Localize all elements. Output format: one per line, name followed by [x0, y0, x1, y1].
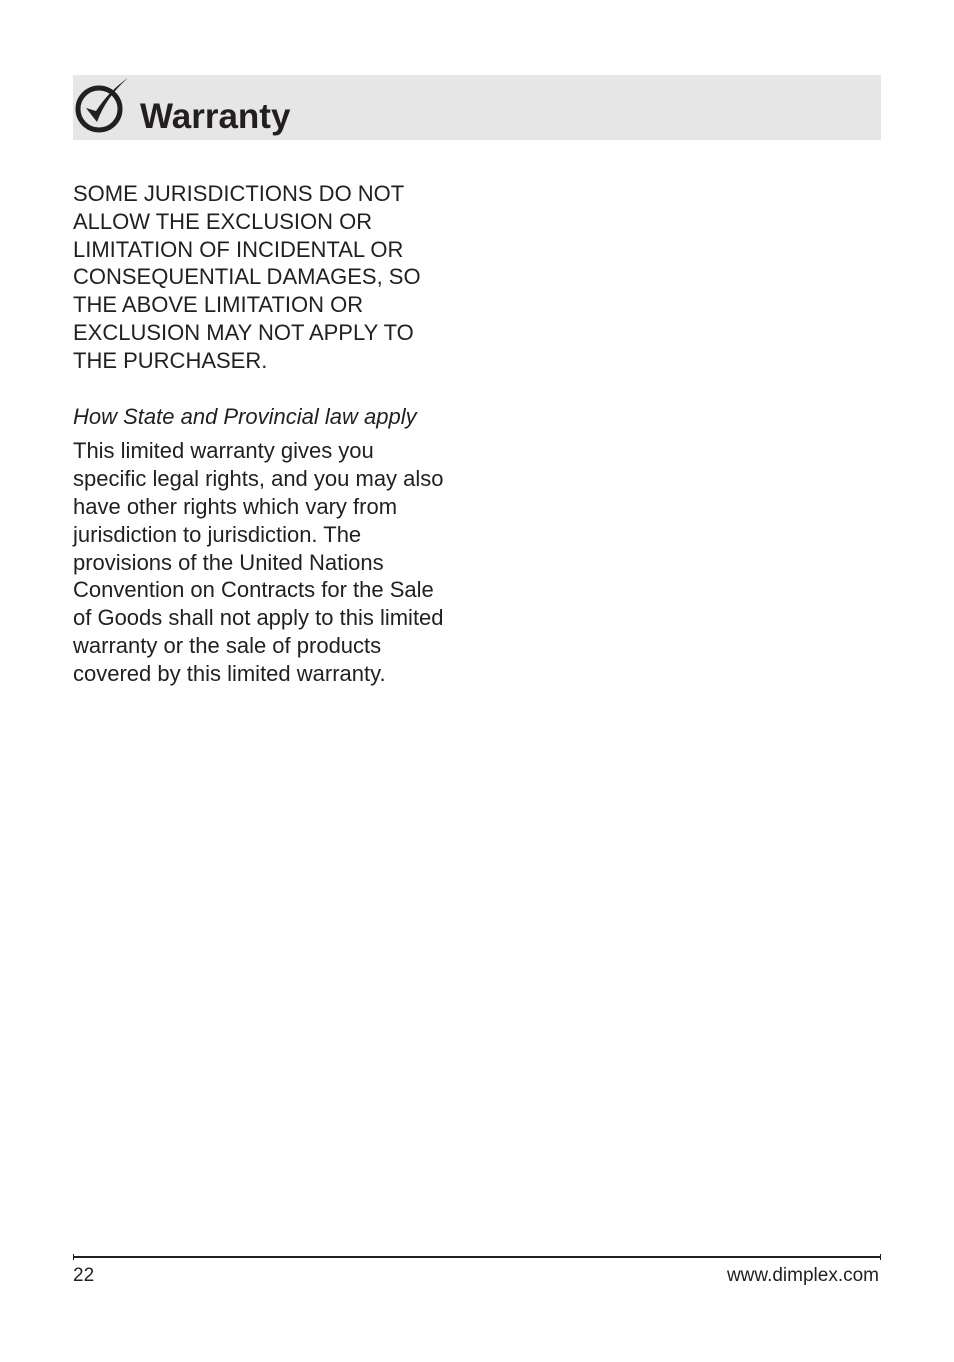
warranty-text-column	[73, 180, 448, 688]
page-title: Warranty	[140, 97, 291, 136]
website-url: www.dimplex.com	[726, 1265, 879, 1286]
limitation-paragraph: SOME JURISDICTIONS DO NOT ALLOW THE EXCLUSION OR LIMITATION OF INCIDENTAL OR CONSEQUENTIAL DAMAGES, SO THE ABOVE LIMITATION OR EXCLUSION MAY NOT APPLY TO THE PURCHASER.	[73, 181, 421, 373]
page-number: 22	[73, 1265, 95, 1286]
checkmark-circle-icon	[73, 75, 131, 137]
footer-divider	[73, 1256, 881, 1258]
law-subheading: How State and Provincial law apply	[73, 403, 417, 429]
legal-rights-paragraph: This limited warranty gives you specific legal rights, and you may also have other rights which vary from jurisdiction to jurisdiction. The provisions of the United Nations Convention on Contracts for the Sale of Goods shall not apply to this limited warranty or the sale of products covered by this limited warranty.	[73, 438, 444, 686]
